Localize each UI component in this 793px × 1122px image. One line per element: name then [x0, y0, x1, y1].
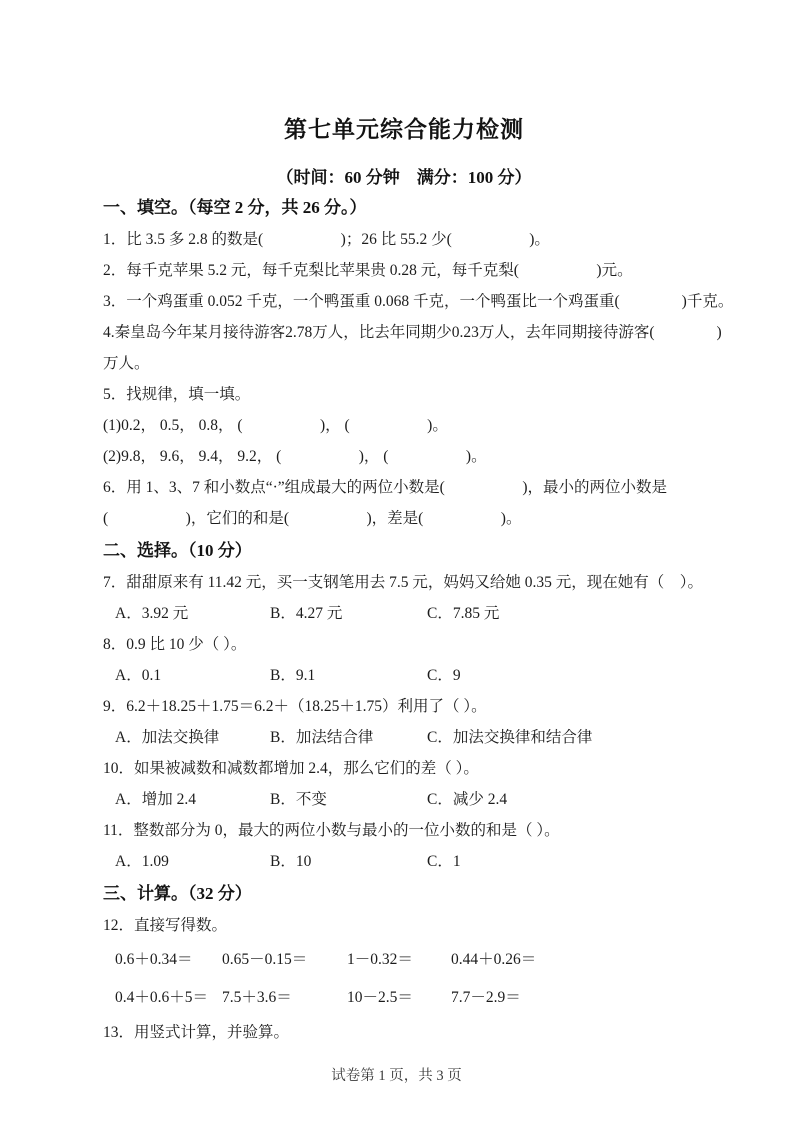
option-a: A．3.92 元 [115, 605, 189, 622]
question-10-options [103, 784, 705, 815]
calc-item: 0.4＋0.6＋5＝ [115, 989, 209, 1006]
calc-item: 0.6＋0.34＝ [115, 951, 193, 968]
question-10: 10．如果被减数和减数都增加 2.4，那么它们的差（ ）。 [103, 760, 479, 777]
question-9-options [103, 722, 705, 753]
option-b: B．10 [270, 853, 312, 870]
option-b: B．4.27 元 [270, 605, 343, 622]
question-11: 11．整数部分为 0，最大的两位小数与最小的一位小数的和是（ ）。 [103, 822, 560, 839]
question-12: 12．直接写得数。 [103, 917, 228, 934]
question-6-line1: 6．用 1、3、7 和小数点“·”组成最大的两位小数是( )，最小的两位小数是 [103, 479, 667, 496]
section-heading-choice: 二、选择。（10 分） [103, 541, 252, 560]
option-a: A．0.1 [115, 667, 162, 684]
question-6-line2: ( )，它们的和是( )，差是( )。 [103, 510, 522, 527]
section-heading-calculation: 三、计算。（32 分） [103, 884, 252, 903]
option-b: B．9.1 [270, 667, 316, 684]
calc-item: 10－2.5＝ [347, 989, 413, 1006]
option-a: A．增加 2.4 [115, 791, 196, 808]
option-a: A．加法交换律 [115, 729, 220, 746]
option-c: C．9 [427, 667, 461, 684]
question-8-options [103, 660, 705, 691]
question-4-line1: 4.秦皇岛今年某月接待游客2.78万人，比去年同期少0.23万人，去年同期接待游客( ) [103, 324, 722, 341]
page-title: 第七单元综合能力检测 [284, 117, 524, 142]
option-c: C．减少 2.4 [427, 791, 508, 808]
question-9: 9．6.2＋18.25＋1.75＝6.2＋（18.25＋1.75）利用了（ ）。 [103, 698, 487, 715]
question-5-sub2: (2)9.8， 9.6， 9.4， 9.2， ( )， ( )。 [103, 448, 487, 465]
question-1: 1．比 3.5 多 2.8 的数是( )；26 比 55.2 少( )。 [103, 231, 550, 248]
calc-item: 7.7－2.9＝ [451, 989, 521, 1006]
option-b: B．加法结合律 [270, 729, 374, 746]
page-footer: 试卷第 1 页，共 3 页 [331, 1068, 462, 1084]
section-heading-fill-blanks: 一、填空。（每空 2 分，共 26 分。） [103, 198, 367, 217]
calc-item: 0.44＋0.26＝ [451, 951, 537, 968]
question-2: 2．每千克苹果 5.2 元，每千克梨比苹果贵 0.28 元，每千克梨( )元。 [103, 262, 633, 279]
question-13: 13．用竖式计算，并验算。 [103, 1024, 290, 1041]
option-c: C．加法交换律和结合律 [427, 729, 593, 746]
question-7: 7．甜甜原来有 11.42 元，买一支钢笔用去 7.5 元，妈妈又给她 0.35 元，现在她有（ ）。 [103, 574, 704, 591]
question-11-options [103, 846, 705, 877]
question-4-line2: 万人。 [103, 355, 150, 372]
question-3: 3．一个鸡蛋重 0.052 千克，一个鸭蛋重 0.068 千克，一个鸭蛋比一个鸡蛋重( )千克。 [103, 293, 734, 310]
exam-time-score-subtitle: （时间：60 分钟 满分：100 分） [276, 168, 532, 187]
calc-row-1 [103, 941, 705, 979]
option-b: B．不变 [270, 791, 327, 808]
option-c: C．7.85 元 [427, 605, 500, 622]
question-5: 5．找规律，填一填。 [103, 386, 251, 403]
question-7-options [103, 598, 705, 629]
calc-item: 0.65－0.15＝ [222, 951, 308, 968]
option-c: C．1 [427, 853, 461, 870]
option-a: A．1.09 [115, 853, 169, 870]
question-5-sub1: (1)0.2， 0.5， 0.8， ( )， ( )。 [103, 417, 448, 434]
calc-row-2 [103, 979, 705, 1017]
question-8: 8．0.9 比 10 少（ ）。 [103, 636, 247, 653]
calc-item: 1－0.32＝ [347, 951, 413, 968]
calc-item: 7.5＋3.6＝ [222, 989, 292, 1006]
